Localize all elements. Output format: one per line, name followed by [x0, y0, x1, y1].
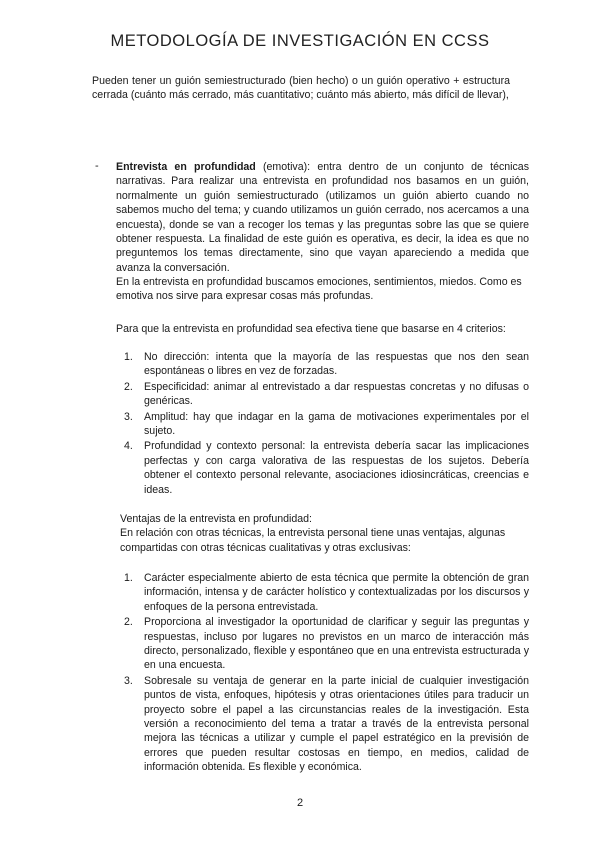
list-number: 1. — [124, 572, 133, 584]
intro-paragraph: Pueden tener un guión semiestructurado (bien hecho) o un guión operativo + estructura cerrada (cuánto más cerrado, más cuantitativo; cuánto más abierto, más difícil de llevar), — [92, 75, 510, 102]
ventajas-list — [116, 571, 529, 776]
ventajas-block — [120, 512, 532, 555]
list-item — [116, 615, 529, 673]
section-heading-suffix: (emotiva): — [255, 161, 311, 173]
list-item — [116, 439, 529, 497]
criterios-list — [116, 350, 529, 498]
list-item — [116, 350, 529, 379]
list-text: Carácter especialmente abierto de esta técnica que permite la obtención de gran información, intensa y de carácter holístico y contextualizadas por los discursos y enfoques de la persona entrevistada. — [144, 572, 529, 613]
list-text: Proporciona al investigador la oportunidad de clarificar y seguir las preguntas y respuestas, incluso por lugares no previstos en un marco de interacción más directo, personalizado, flexible y espontáneo que en una entrevista estructurada y en una encuesta. — [144, 616, 529, 672]
section-body: entra dentro de un conjunto de técnicas narrativas. Para realizar una entrevista en profundidad nos basamos en un guión, normalmente un guión semiestructurado (utilizamos un guión abierto cuando no sabemos mucho del tema; y cuando utilizamos un guión cerrado, nos acercamos a una encuesta), donde se van a recoger los temas y las preguntas sobre las que se quiere obtener respuesta. La finalidad de este guión es operativa, es decir, la idea es que no preguntemos los temas directamente, sino que vayan apareciendo a medida que avanza la conversación. — [116, 161, 529, 274]
list-number: 2. — [124, 616, 133, 629]
emociones-paragraph: En la entrevista en profundidad buscamos emociones, sentimientos, miedos. Como es emotiva nos sirve para expresar cosas más profundas. — [116, 276, 522, 303]
page-title: METODOLOGÍA DE INVESTIGACIÓN EN CCSS — [110, 32, 490, 50]
list-item — [116, 380, 529, 409]
list-item — [116, 410, 529, 439]
list-number: 3. — [124, 410, 133, 423]
list-number: 4. — [124, 440, 133, 453]
list-item — [116, 674, 529, 775]
list-bullet: - — [95, 160, 99, 172]
list-item — [116, 571, 529, 614]
list-number: 2. — [124, 380, 133, 393]
list-text: Especificidad: animar al entrevistado a dar respuestas concretas y no difusas o genéricas. — [144, 380, 529, 408]
entrevista-paragraph — [116, 160, 529, 275]
list-number: 3. — [124, 674, 133, 687]
list-number: 1. — [124, 351, 133, 363]
section-heading: Entrevista en profundidad — [116, 161, 256, 173]
criterios-intro: Para que la entrevista en profundidad sea efectiva tiene que basarse en 4 criterios: — [116, 323, 506, 335]
page-number: 2 — [296, 797, 304, 809]
ventajas-title: Ventajas de la entrevista en profundidad: — [120, 513, 313, 525]
ventajas-intro: En relación con otras técnicas, la entrevista personal tiene unas ventajas, algunas compartidas con otras técnicas cualitativas y otras exclusivas: — [120, 527, 506, 554]
list-text: Profundidad y contexto personal: la entrevista debería sacar las implicaciones perfectas y con carga valorativa de las respuestas de los sujetos. Debería obtener el contexto personal relevante, asociaciones idiosincráticas, creencias e ideas. — [144, 440, 529, 496]
list-text: Amplitud: hay que indagar en la gama de motivaciones experimentales por el sujeto. — [144, 410, 529, 438]
list-text: Sobresale su ventaja de generar en la parte inicial de cualquier investigación puntos de vista, enfoques, hipótesis y otras orientaciones útiles para traducir un proyecto sobre el papel a las circunstancias reales de la investigación. Esta versión a reconocimiento del tema a tratar a través de la entrevista personal mejora las técnicas a utilizar y cumple el papel estratégico en la previsión de errores que pueden resultar costosas en tiempo, en medios, calidad de información obtenida. Es flexible y económica. — [144, 674, 529, 774]
list-text: No dirección: intenta que la mayoría de las respuestas que nos den sean espontáneas o libres en vez de forzadas. — [144, 351, 529, 378]
